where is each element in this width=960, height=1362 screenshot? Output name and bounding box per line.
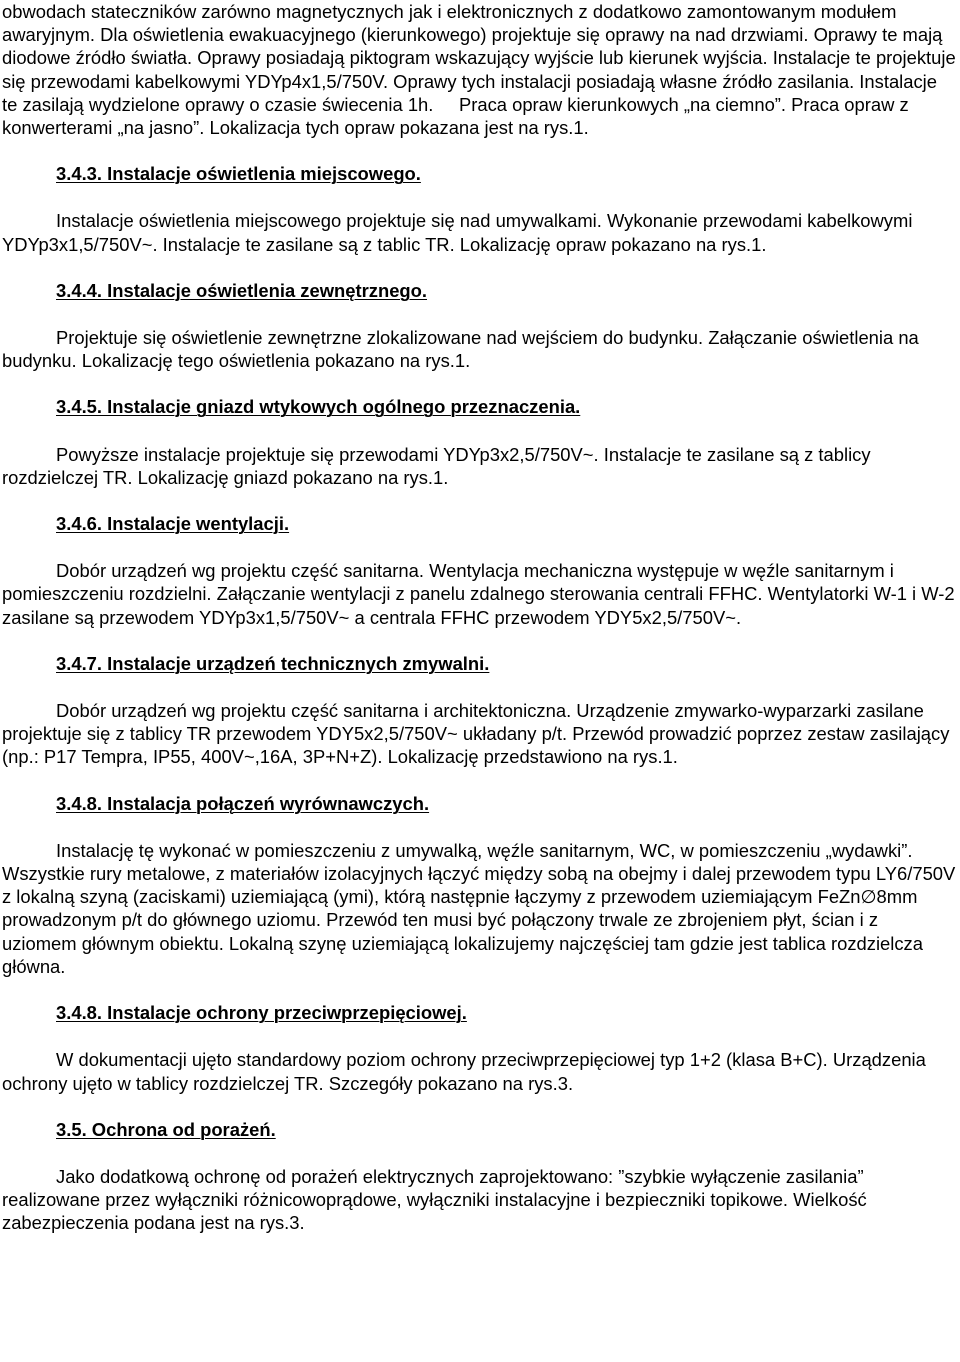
spacer [2, 1141, 956, 1165]
section-paragraph: Jako dodatkową ochronę od porażeń elektrycznych zaprojektowano: ”szybkie wyłączenie zasilania” realizowane przez wyłączniki różnicowoprądowe, wyłączniki instalacyjne i bezpieczniki topikowe. Wielkość zabezpieczenia podana jest na rys.3. [2, 1165, 867, 1234]
section-heading: 3.4.7. Instalacje urządzeń technicznych zmywalni. [56, 652, 490, 674]
spacer [2, 489, 956, 512]
opening-paragraph-continuation: Praca opraw kierunkowych „na ciemno”. Praca opraw z konwerterami „na jasno”. Lokalizacja tych opraw pokazana jest na rys.1. [2, 93, 909, 139]
section-paragraph: Powyższe instalacje projektuje się przewodami YDYp3x2,5/750V~. Instalacje te zasilane są z tablicy rozdzielczej TR. Lokalizację gniazd pokazano na rys.1. [2, 443, 871, 488]
opening-paragraph-text: obwodach stateczników zarówno magnetycznych jak i elektronicznych z dodatkowo zamontowanym modułem awaryjnym. Dla oświetlenia ewakuacyjnego (kierunkowego) projektuje się oprawy na nad drzwiami. Oprawy te mają diodowe źródło światła. Oprawy posiadają piktogram wskazujący wyjście lub kierunek wyjścia. Instalacje te projektuje się przewodami kabelkowymi YDYp4x1,5/750V. Oprawy tych instalacji posiadają własne źródło zasilania. Instalacje te zasilają wydzielone oprawy o czasie świecenia 1h. [2, 1, 956, 115]
spacer [2, 815, 956, 839]
spacer [2, 769, 956, 792]
spacer [2, 139, 956, 162]
document-page [2, 0, 956, 1235]
spacer [2, 1095, 956, 1118]
spacer [2, 1024, 956, 1048]
section-paragraph: Instalację tę wykonać w pomieszczeniu z umywalką, węźle sanitarnym, WC, w pomieszczeniu „wydawki”. Wszystkie rury metalowe, z materiałów izolacyjnych łączyć między sobą na obejmy i dalej przewodem typu LY6/750V z lokalną szyną (zaciskami) uziemiającą (ymi), którą następnie łączymy z przewodem uziemiającym FeZn∅8mm prowadzonym p/t do głównego uziomu. Przewód ten musi być połączony trwale ze zbrojeniem płyt, ścian i z uziomem głównym obiektu. Lokalną szynę uziemiającą lokalizujemy najczęściej tam gdzie jest tablica rozdzielcza główna. [2, 839, 956, 977]
section-paragraph: Dobór urządzeń wg projektu część sanitarna. Wentylacja mechaniczna występuje w węźle sanitarnym i pomieszczeniu rozdzielni. Załączanie wentylacji z panelu zdalnego sterowania centrali FFHC. Wentylatorki W-1 i W-2 zasilane są przewodem YDYp3x1,5/750V~ a centrala FFHC przewodem YDY5x2,5/750V~. [2, 560, 955, 628]
section-paragraph: Projektuje się oświetlenie zewnętrzne zlokalizowane nad wejściem do budynku. Załączanie oświetlenia na budynku. Lokalizację tego oświetlenia pokazano na rys.1. [2, 327, 919, 372]
spacer [2, 185, 956, 209]
section-heading: 3.4.8. Instalacja połączeń wyrównawczych. [56, 792, 430, 814]
spacer [2, 535, 956, 559]
spacer [2, 419, 956, 443]
section-heading: 3.4.4. Instalacje oświetlenia zewnętrznego. [56, 279, 428, 301]
section-heading: 3.4.5. Instalacje gniazd wtykowych ogólnego przeznaczenia. [56, 396, 581, 418]
spacer [2, 675, 956, 699]
spacer [2, 629, 956, 652]
opening-paragraph [2, 0, 956, 139]
section-heading: 3.4.6. Instalacje wentylacji. [56, 513, 290, 535]
spacer [2, 256, 956, 279]
section-heading: 3.4.8. Instalacje ochrony przeciwprzepięciowej. [56, 1002, 467, 1024]
section-paragraph: Instalacje oświetlenia miejscowego projektuje się nad umywalkami. Wykonanie przewodami kabelkowymi YDYp3x1,5/750V~. Instalacje te zasilane są z tablic TR. Lokalizację opraw pokazano na rys.1. [2, 210, 913, 255]
spacer [2, 978, 956, 1001]
spacer [2, 302, 956, 326]
section-heading: 3.4.3. Instalacje oświetlenia miejscowego. [56, 163, 421, 185]
section-paragraph: W dokumentacji ujęto standardowy poziom ochrony przeciwprzepięciowej typ 1+2 (klasa B+C). Urządzenia ochrony ujęto w tablicy rozdzielczej TR. Szczegóły pokazano na rys.3. [2, 1049, 926, 1094]
spacer [2, 372, 956, 395]
section-paragraph: Dobór urządzeń wg projektu część sanitarna i architektoniczna. Urządzenie zmywarko-wyparzarki zasilane projektuje się z tablicy TR przewodem YDY5x2,5/750V~ układany p/t. Przewód prowadzić poprzez zestaw zasilający (np.: P17 Tempra, IP55, 400V~,16A, 3P+N+Z). Lokalizację przedstawiono na rys.1. [2, 700, 950, 768]
section-heading: 3.5. Ochrona od porażeń. [56, 1118, 276, 1140]
